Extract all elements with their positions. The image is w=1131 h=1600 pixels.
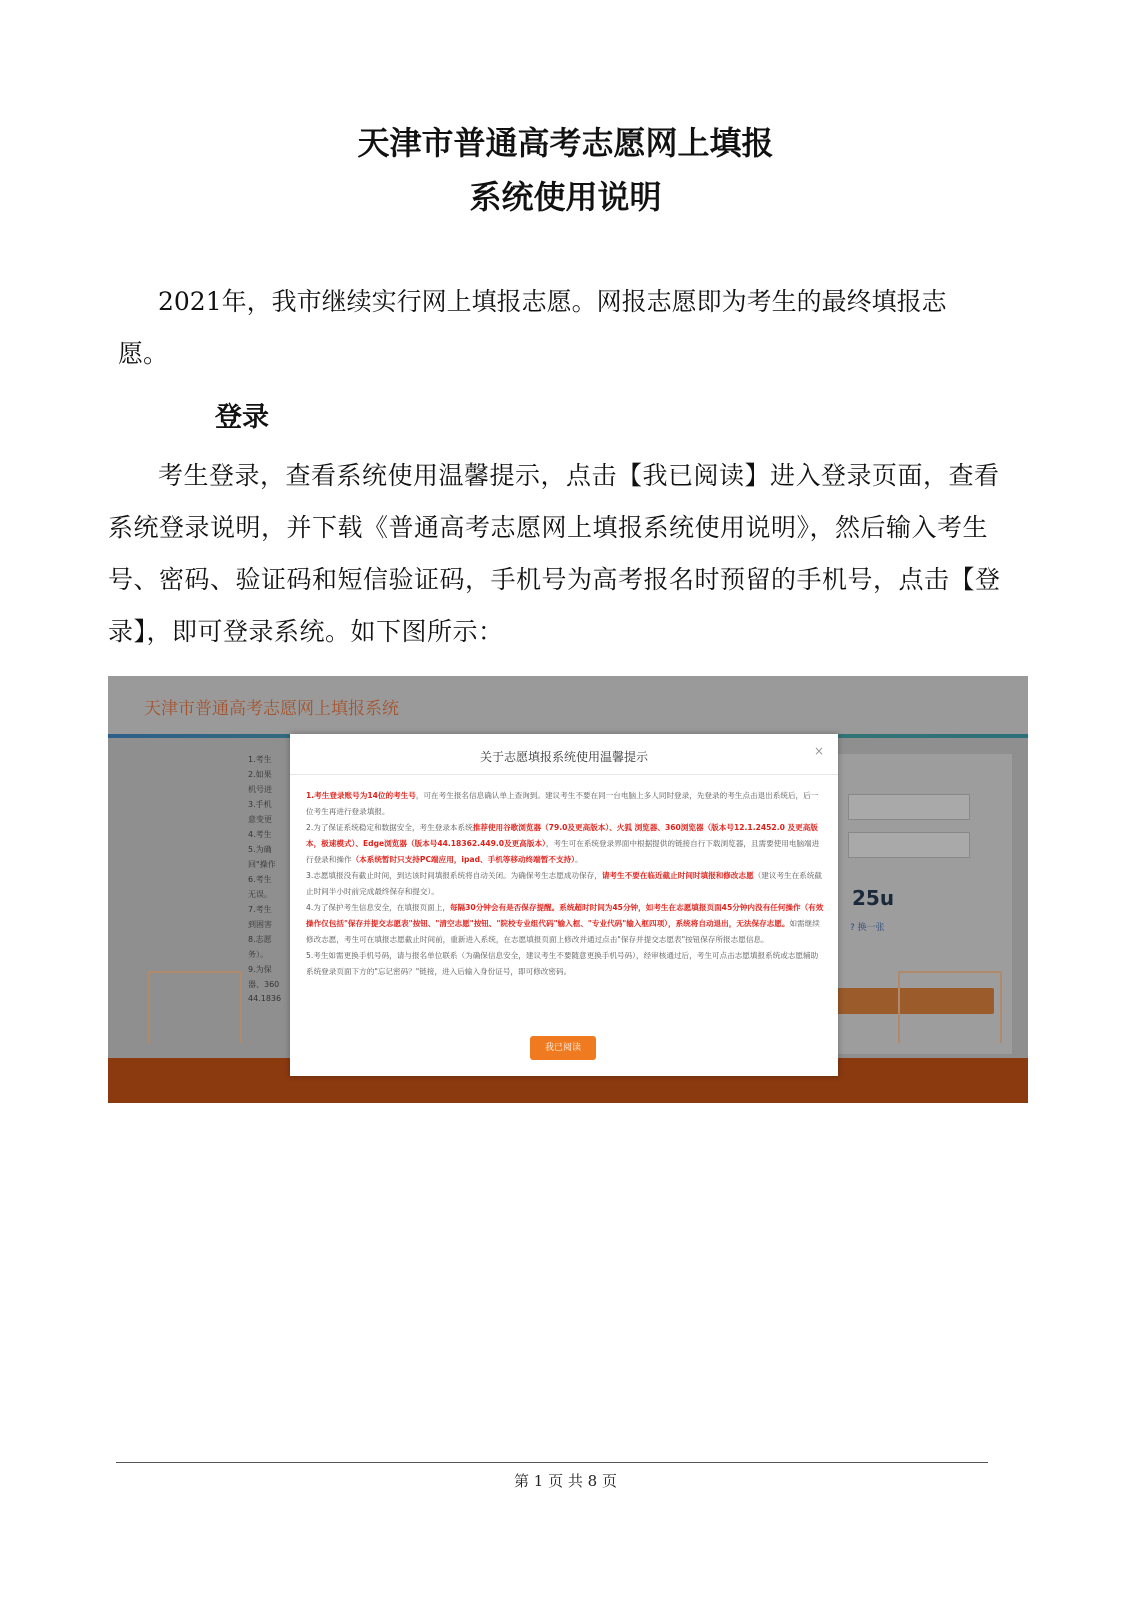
notice-item-1: 1.考生登录账号为14位的考生号，可在考生报名信息确认单上查询到。建议考生不要在同一台电脑上多人同时登录，先登录的考生点击退出系统后，后一位考生再进行登录填报。 [306, 791, 819, 816]
screenshot-system-title: 天津市普通高考志愿网上填报系统 [144, 699, 399, 719]
notice-item-2: 2.为了保证系统稳定和数据安全，考生登录本系统推荐使用谷歌浏览器（79.0及更高版本）、火狐 浏览器、360浏览器（版本号12.1.2452.0 及更高版本，极速模式）、Edge浏览器（版本号44.18362.449.0及更高版本），考生可在系统登录界面中根据提供的链接自行下载浏览器，且需要使用电脑端进行登录和操作（本系统暂时只支持PC端应用，ipad、手机等移动终端暂不支持）。 [306, 823, 820, 864]
close-icon[interactable]: × [813, 744, 824, 758]
login-screenshot [108, 676, 1028, 1103]
background-notice-item: 6.考生 [248, 875, 272, 884]
background-notice-item: 4.考生 [248, 830, 272, 839]
captcha-image: 25u [852, 886, 895, 910]
document-title-line1: 天津市普通高考志愿网上填报 [357, 124, 774, 162]
background-notice-item: 器、360 [248, 980, 280, 989]
background-notice-item: 9.为保 [248, 965, 272, 974]
modal-body [306, 788, 824, 980]
house-illustration [148, 971, 242, 1043]
background-input [848, 832, 970, 858]
background-notice-item: 务）。 [248, 950, 268, 959]
document-title-line2: 系统使用说明 [469, 178, 662, 216]
background-notice-item: 无误。 [248, 890, 272, 899]
background-notice-item: 3.手机 [248, 800, 272, 809]
i-have-read-button[interactable]: 我已阅读 [530, 1036, 596, 1060]
background-notice-item: 机号进 [248, 785, 272, 794]
notice-item-3: 3.志愿填报没有截止时间，到达该时间填报系统将自动关闭。为确保考生志愿成功保存，请考生不要在临近截止时间时填报和修改志愿（建议考生在系统截止时间半小时前完成最终保存和提交）。 [306, 871, 823, 896]
modal-title: 关于志愿填报系统使用温馨提示 [479, 750, 648, 764]
background-input [848, 794, 970, 820]
background-notice-item: 7.考生 [248, 905, 272, 914]
footer-rule [116, 1462, 988, 1463]
background-notice-item: 1.考生 [248, 755, 272, 764]
captcha-refresh-link: ? 换一张 [850, 923, 885, 933]
intro-line2: 愿。 [118, 339, 169, 368]
page-number: 第 1 页 共 8 页 [514, 1472, 617, 1490]
background-notice-item: 意变更 [248, 815, 272, 824]
notice-modal [290, 734, 838, 1076]
background-notice-item: 5.为确 [248, 845, 272, 854]
notice-item-4: 4.为了保护考生信息安全，在填报页面上，每隔30分钟会有是否保存提醒。系统超时时间为45分钟，如考生在志愿填报页面45分钟内没有任何操作（有效操作仅包括"保存并提交志愿表"按钮、"清空志愿"按钮、"院校专业组代码"输入框、"专业代码"输入框四项），系统将自动退出，无法保存志愿。如需继续修改志愿，考生可在填报志愿截止时间前，重新进入系统，在志愿填报页面上修改并通过点击"保存并提交志愿表"按钮保存所报志愿信息。 [306, 903, 824, 944]
section-heading-login: 登录 [215, 402, 269, 433]
background-notice-item: 到困害 [248, 920, 272, 929]
login-paragraph: 考生登录，查看系统使用温馨提示，点击【我已阅读】进入登录页面，查看系统登录说明，并下载《普通高考志愿网上填报系统使用说明》，然后输入考生号、密码、验证码和短信验证码，手机号为高考报名时预留的手机号，点击【登录】，即可登录系统。如下图所示： [108, 461, 1001, 646]
house-illustration [898, 971, 1002, 1043]
intro-line1: 2021年，我市继续实行网上填报志愿。网报志愿即为考生的最终填报志 [158, 287, 947, 316]
background-notice-item: 回"操作 [248, 860, 276, 869]
background-notice-item: 2.如果 [248, 770, 272, 779]
background-notice-item: 8.志愿 [248, 935, 272, 944]
modal-divider [290, 774, 838, 775]
notice-item-5: 5.考生如需更换手机号码，请与报名单位联系（为确保信息安全，建议考生不要随意更换手机号码），经审核通过后，考生可点击志愿填报系统或志愿辅助系统登录页面下方的"忘记密码？"链接，进入后输入身份证号，即可修改密码。 [306, 951, 819, 976]
background-notice-item: 44.1836 [248, 994, 282, 1003]
intro-paragraph [108, 276, 1008, 380]
